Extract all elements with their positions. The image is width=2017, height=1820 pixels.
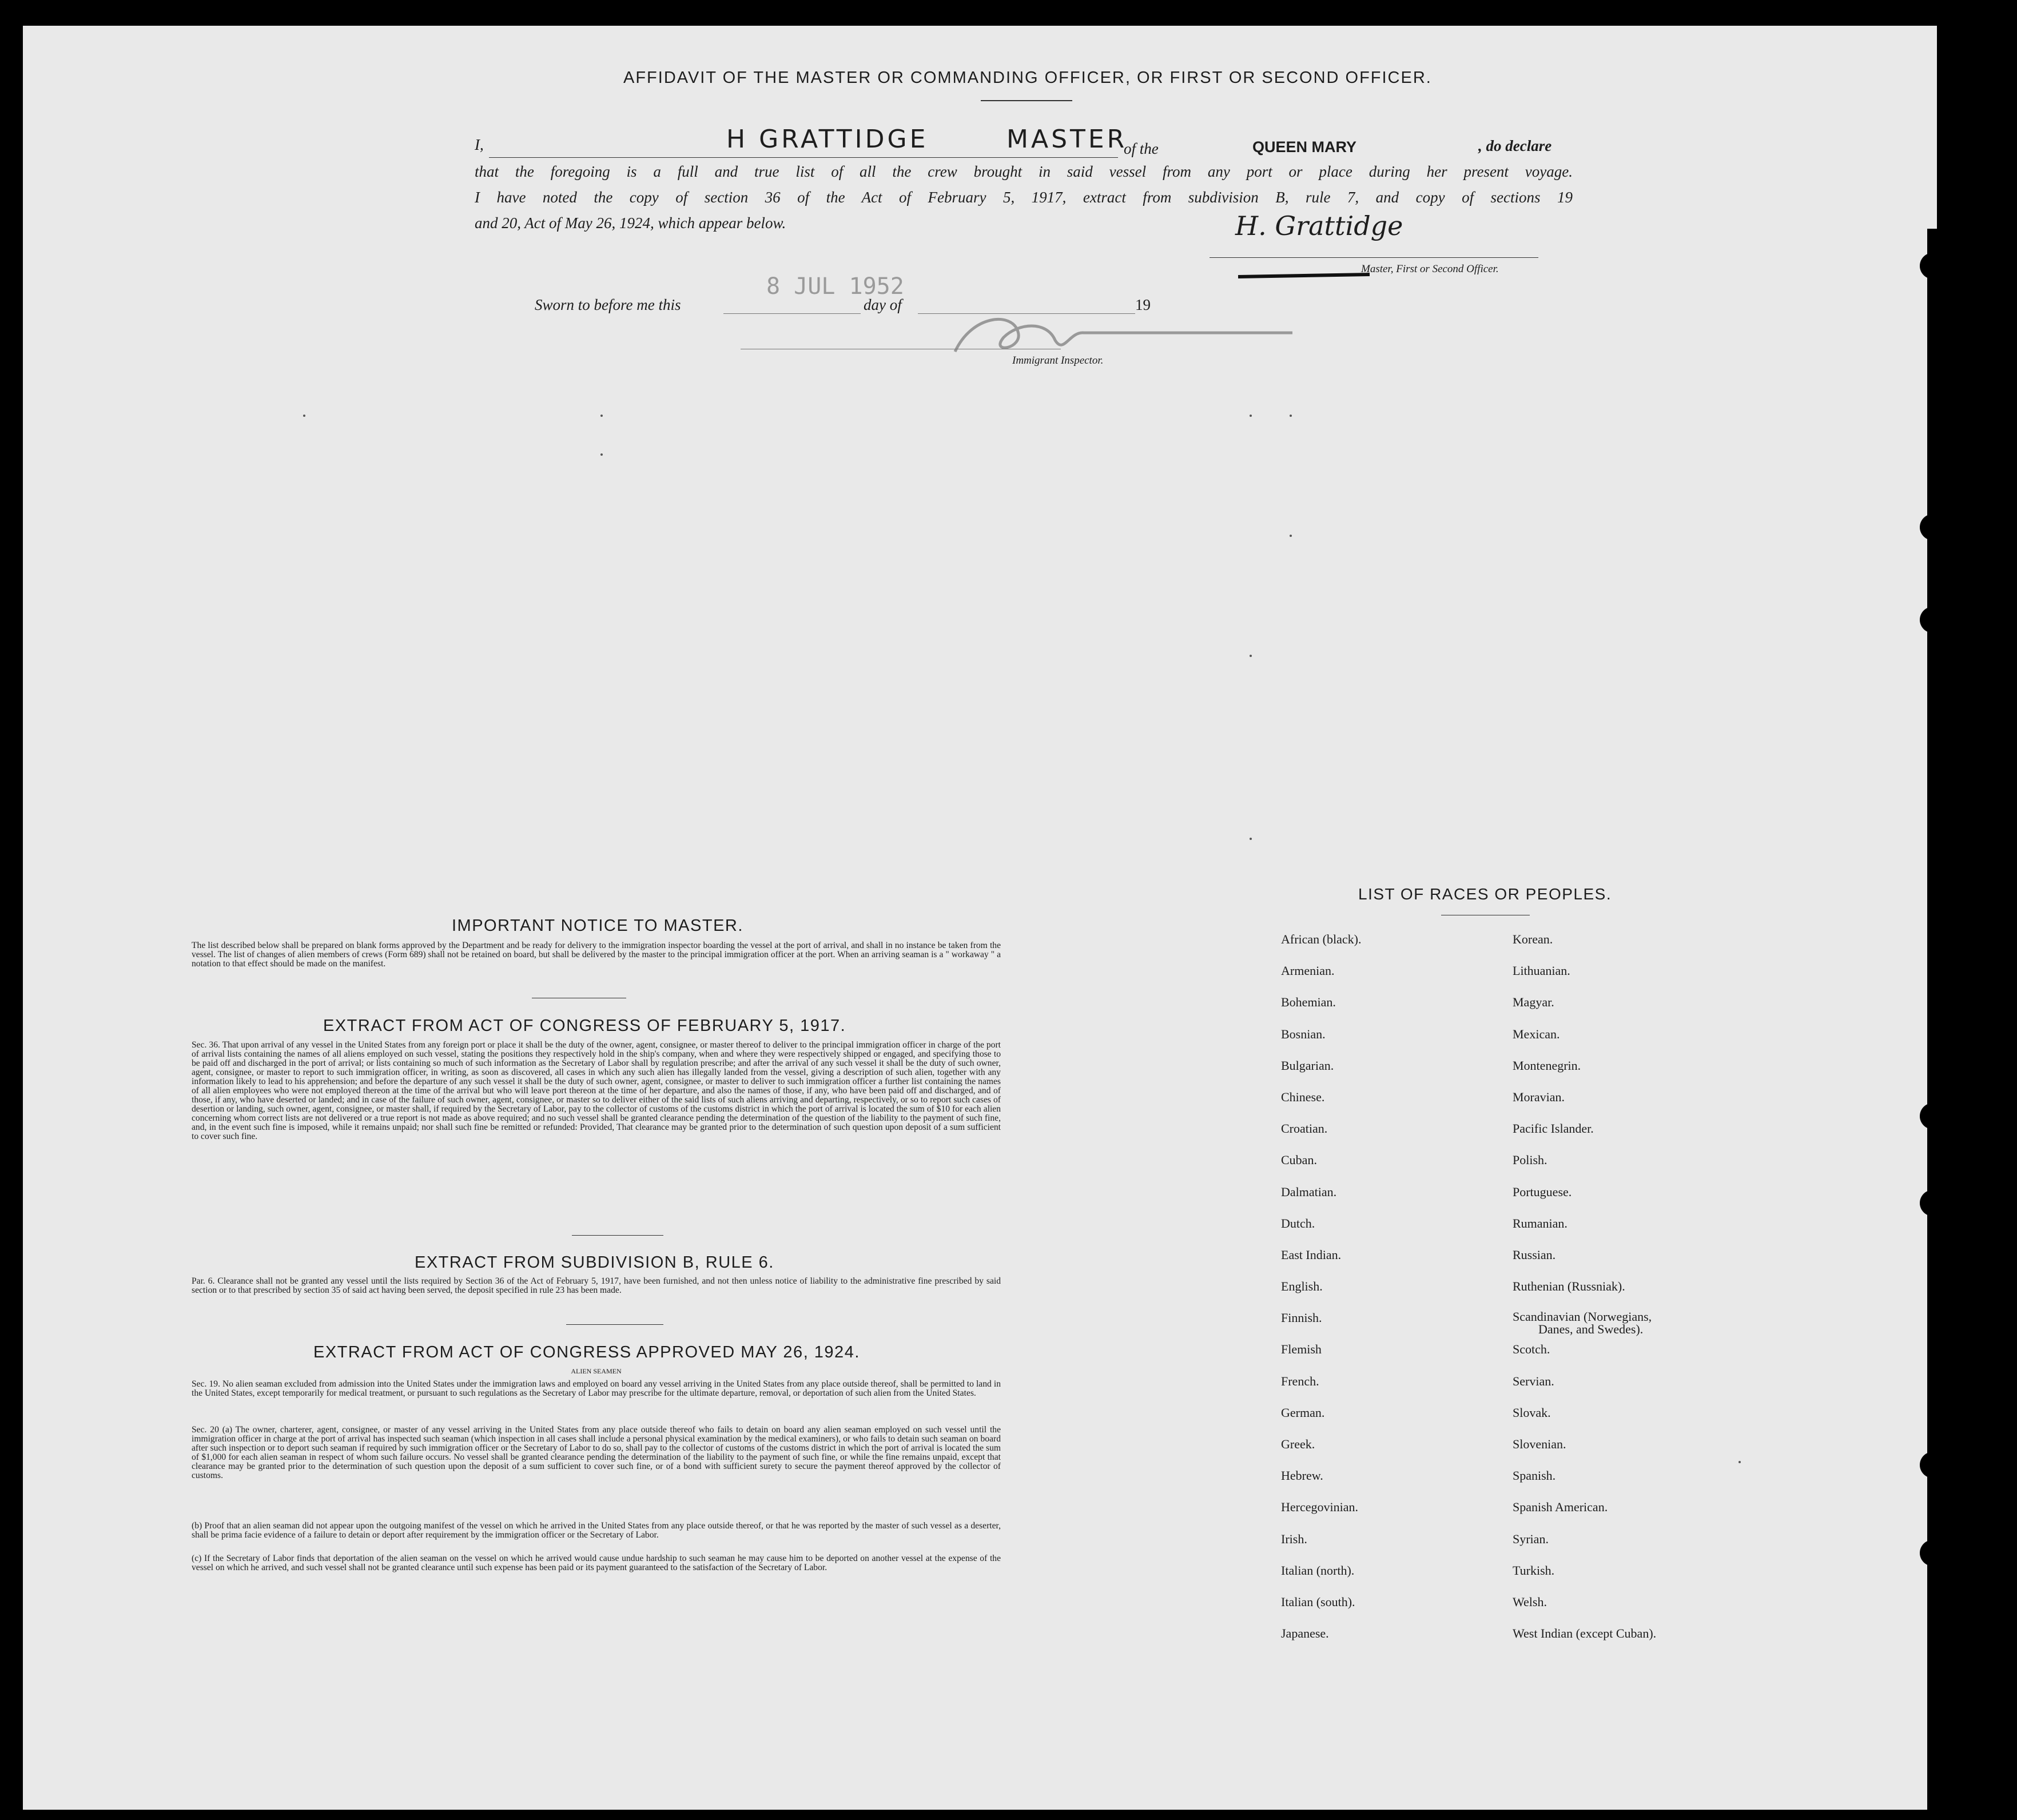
race-item: West Indian (except Cuban).	[1513, 1626, 1657, 1641]
race-item: Korean.	[1513, 932, 1553, 946]
race-item: Lithuanian.	[1513, 963, 1570, 978]
race-item: Russian.	[1513, 1247, 1556, 1262]
race-item: French.	[1281, 1373, 1319, 1388]
punch-hole	[1920, 1452, 1946, 1478]
punch-hole	[1920, 607, 1946, 633]
signature-caption: Master, First or Second Officer.	[1361, 263, 1499, 275]
race-item: Servian.	[1513, 1373, 1554, 1388]
master-name: H GRATTIDGE	[726, 125, 929, 154]
race-item: Spanish American.	[1513, 1500, 1608, 1515]
extract-1917-body: Sec. 36. That upon arrival of any vessel in the United States from any foreign port or place it shall be the duty of the owner, agent, consignee, or master thereof to deliver to the principal immigration officer in charge of the port of arrival lists containing the names of all aliens employed on such vessel, stating the positions they respectively hold in the ship's company, when and where they were respectively shipped or engaged, and specifying those to be paid off and discharged in the port of arrival; or lists containing so much of such information as the Secretary of Labor shall by regulation prescribe; and after the arrival of any such vessel it shall be the duty of such owner, agent, consignee, or master to report to such immigration officer, in writing, as soon as discovered, all cases in which any such alien has illegally landed from the vessel, giving a description of such alien, together with any information likely to lead to his apprehension; and before the departure of any such vessel it shall be the duty of such owner, agent, consignee, or master to deliver to such immigration officer a further list containing the names of all alien employees who were not employed thereon at the time of the arrival but who will leave port thereon at the time of her departure, and also the names of those, if any, who have been paid off and discharged, and of those, if any, who have deserted or landed; and in case of the failure of such owner, agent, consignee, or master so to deliver either of the said lists of such aliens arriving and departing, respectively, or so to report such cases of desertion or landing, such owner, agent, consignee, or master shall, if required by the Secretary of Labor, pay to the collector of customs of the customs district in which the port of arrival is located the sum of $10 for each alien concerning whom correct lists are not delivered or a true report is not made as above required; and no such vessel shall be granted clearance pending the determination of the question of the liability to the payment of such fine, and, in the event such fine is imposed, while it remains unpaid; nor shall such fine be remitted or refunded: Provided, That clearance may be granted prior to the determination of such question upon deposit of a sum sufficient to cover such fine.	[192, 1040, 1001, 1141]
date-line	[723, 313, 861, 314]
race-item: Scotch.	[1513, 1342, 1550, 1357]
date-stamp: 8 JUL 1952	[766, 273, 904, 300]
affidavit-title: AFFIDAVIT OF THE MASTER OR COMMANDING OFFICER, OR FIRST OR SECOND OFFICER.	[623, 69, 1432, 87]
inspector-caption: Immigrant Inspector.	[1012, 355, 1104, 367]
vessel-name: QUEEN MARY	[1252, 138, 1357, 156]
race-item: Rumanian.	[1513, 1216, 1568, 1230]
rule-6-body: Par. 6. Clearance shall not be granted any vessel until the lists required by Section 36 of the Act of February 5, 1917, have been furnished, and not then unless notice of liability to the administrative fine prescribed by said section or to that prescribed by section 35 of said act having been served, the deposit specified in rule 23 has been made.	[192, 1276, 1001, 1295]
race-item: English.	[1281, 1279, 1323, 1294]
section-20c-text: (c) If the Secretary of Labor finds that deportation of the alien seaman on the vessel on which he arrived would cause undue hardship to such seaman he may cause him to be deported on another vessel at the expense of the vessel on which he arrived, and such vessel shall not be granted clearance until such expense has been paid or its payment guaranteed to the satisfaction of the Secretary of Labor.	[192, 1554, 1001, 1572]
race-item: Montenegrin.	[1513, 1058, 1581, 1073]
name-line	[489, 157, 1118, 158]
section-divider	[566, 1324, 663, 1325]
race-item: Syrian.	[1513, 1531, 1549, 1546]
race-item: Armenian.	[1281, 963, 1335, 978]
of-the-label: of the	[1124, 140, 1159, 157]
race-item: Polish.	[1513, 1153, 1547, 1168]
punch-hole	[1920, 514, 1946, 540]
declaration-prefix: I,	[475, 136, 484, 153]
ruling-dot	[1290, 535, 1292, 537]
inspector-signature	[949, 297, 1321, 366]
signature-line	[1210, 257, 1538, 258]
ruling-dot	[600, 415, 603, 417]
section-19-text: Sec. 19. No alien seaman excluded from admission into the United States under the immigration laws and employed on board any vessel arriving in the United States from any place outside thereof, shall be permitted to land in the United States, except temporarily for medical treatment, or pursuant to such regulations as the Secretary of Labor may prescribe for the ultimate departure, removal, or deportation of such alien from the United States.	[192, 1379, 1001, 1398]
race-item: Japanese.	[1281, 1626, 1329, 1641]
declaration-line-3: I have noted the copy of section 36 of the Act of February 5, 1917, extract from subdivision B, rule 7, and copy of sections 19	[475, 189, 1573, 206]
notice-body: The list described below shall be prepared on blank forms approved by the Department and be ready for delivery to the immigration inspector boarding the vessel at the port of arrival, and shall in no instance be taken from the vessel. The list of changes of alien members of crews (Form 689) shall not be retained on board, but shall be delivered by the master to the principal immigration officer at the port. When an arriving seaman is a " workaway " a notation to that effect should be made on the manifest.	[192, 941, 1001, 969]
rule-6-heading: EXTRACT FROM SUBDIVISION B, RULE 6.	[415, 1253, 774, 1272]
race-item: Irish.	[1281, 1531, 1307, 1546]
race-item: Italian (south).	[1281, 1594, 1355, 1609]
extract-1917-heading: EXTRACT FROM ACT OF CONGRESS OF FEBRUARY 5, 1917.	[323, 1017, 846, 1035]
race-item: Welsh.	[1513, 1594, 1547, 1609]
race-item: Bohemian.	[1281, 995, 1336, 1010]
ruling-dot	[1250, 655, 1252, 657]
extract-1924-heading: EXTRACT FROM ACT OF CONGRESS APPROVED MAY 26, 1924.	[313, 1343, 860, 1361]
punch-hole	[1920, 1190, 1946, 1216]
races-column-1	[1281, 932, 1361, 1658]
race-item: African (black).	[1281, 932, 1362, 946]
page-edge	[1927, 26, 1937, 229]
race-item: Moravian.	[1513, 1089, 1565, 1104]
race-item: Hebrew.	[1281, 1468, 1323, 1483]
race-item: Cuban.	[1281, 1153, 1317, 1168]
race-item: Pacific Islander.	[1513, 1121, 1594, 1136]
race-item: Chinese.	[1281, 1089, 1325, 1104]
section-20a-text: Sec. 20 (a) The owner, charterer, agent, consignee, or master of any vessel arriving in the United States from any place outside thereof who fails to detain on board any alien seaman employed on such vessel until the immigration officer in charge at the port of arrival has inspected such seaman (which inspection in all cases shall include a personal physical examination by the medical examiners), or who fails to detain such seaman on board after such inspection or to deport such seaman if required by such immigration officer or the Secretary of Labor to do so, shall pay to the collector of customs of the customs district in which the port of arrival is located the sum of $1,000 for each alien seaman in respect of whom such failure occurs. No vessel shall be granted clearance pending the determination of the liability to the payment of such fine, or while the fine remains unpaid, except that clearance may be granted prior to the determination of such question upon the deposit of a sum sufficient to cover such fine, or of a bond with sufficient surety to secure the payment thereof approved by the collector of customs.	[192, 1425, 1001, 1480]
race-item: Bosnian.	[1281, 1026, 1326, 1041]
punch-hole	[1920, 1540, 1946, 1566]
section-divider	[572, 1235, 663, 1236]
race-item: Greek.	[1281, 1437, 1315, 1451]
ruling-dot	[600, 453, 603, 456]
alien-seamen-subheading: ALIEN SEAMEN	[571, 1367, 622, 1375]
race-item: Croatian.	[1281, 1121, 1328, 1136]
race-item: Slovenian.	[1513, 1437, 1566, 1451]
day-of-label: day of	[864, 296, 902, 313]
ruling-dot	[1290, 415, 1292, 417]
punch-hole	[1920, 1103, 1946, 1129]
declaration-line-2: that the foregoing is a full and true list of all the crew brought in said vessel from any port or place during her present voyage.	[475, 163, 1573, 180]
race-item: Finnish.	[1281, 1311, 1322, 1325]
races-column-2	[1513, 932, 1656, 1658]
race-item-line: Scandinavian (Norwegians,	[1513, 1309, 1652, 1324]
race-item: Flemish	[1281, 1342, 1322, 1357]
section-20b-text: (b) Proof that an alien seaman did not appear upon the outgoing manifest of the vessel on which he arrived in the United States from any place outside thereof, or that he was reported by the master of such vessel as a deserter, shall be prima facie evidence of a failure to detain or deport after requirement by the immigration officer or the Secretary of Labor.	[192, 1521, 1001, 1540]
race-item: Italian (north).	[1281, 1563, 1355, 1578]
race-item: Hercegovinian.	[1281, 1500, 1358, 1515]
master-rank: MASTER	[1006, 125, 1128, 154]
race-item	[1513, 1311, 1656, 1342]
race-item: German.	[1281, 1405, 1325, 1420]
master-signature: H. Grattidge	[1235, 210, 1403, 241]
ruling-dot	[1250, 838, 1252, 840]
year-prefix: 19	[1135, 296, 1151, 313]
race-item: Slovak.	[1513, 1405, 1551, 1420]
punch-hole	[1920, 253, 1946, 279]
race-item: Portuguese.	[1513, 1184, 1572, 1199]
declaration-line-4: and 20, Act of May 26, 1924, which appear below.	[475, 214, 786, 232]
race-item: Dutch.	[1281, 1216, 1315, 1230]
race-item-line: Danes, and Swedes).	[1538, 1322, 1644, 1337]
race-item: Ruthenian (Russniak).	[1513, 1279, 1625, 1294]
race-item: East Indian.	[1281, 1247, 1342, 1262]
race-item: Spanish.	[1513, 1468, 1556, 1483]
do-declare-label: , do declare	[1478, 137, 1552, 154]
notice-heading: IMPORTANT NOTICE TO MASTER.	[452, 917, 743, 935]
title-divider	[981, 100, 1072, 101]
race-item: Mexican.	[1513, 1026, 1560, 1041]
race-item: Bulgarian.	[1281, 1058, 1334, 1073]
sworn-label: Sworn to before me this	[535, 296, 681, 313]
ruling-dot	[1738, 1461, 1741, 1463]
race-item: Turkish.	[1513, 1563, 1555, 1578]
race-item: Magyar.	[1513, 995, 1554, 1010]
ruling-dot	[1250, 415, 1252, 417]
races-heading: LIST OF RACES OR PEOPLES.	[1358, 885, 1612, 903]
ruling-dot	[303, 415, 305, 417]
race-item: Dalmatian.	[1281, 1184, 1337, 1199]
